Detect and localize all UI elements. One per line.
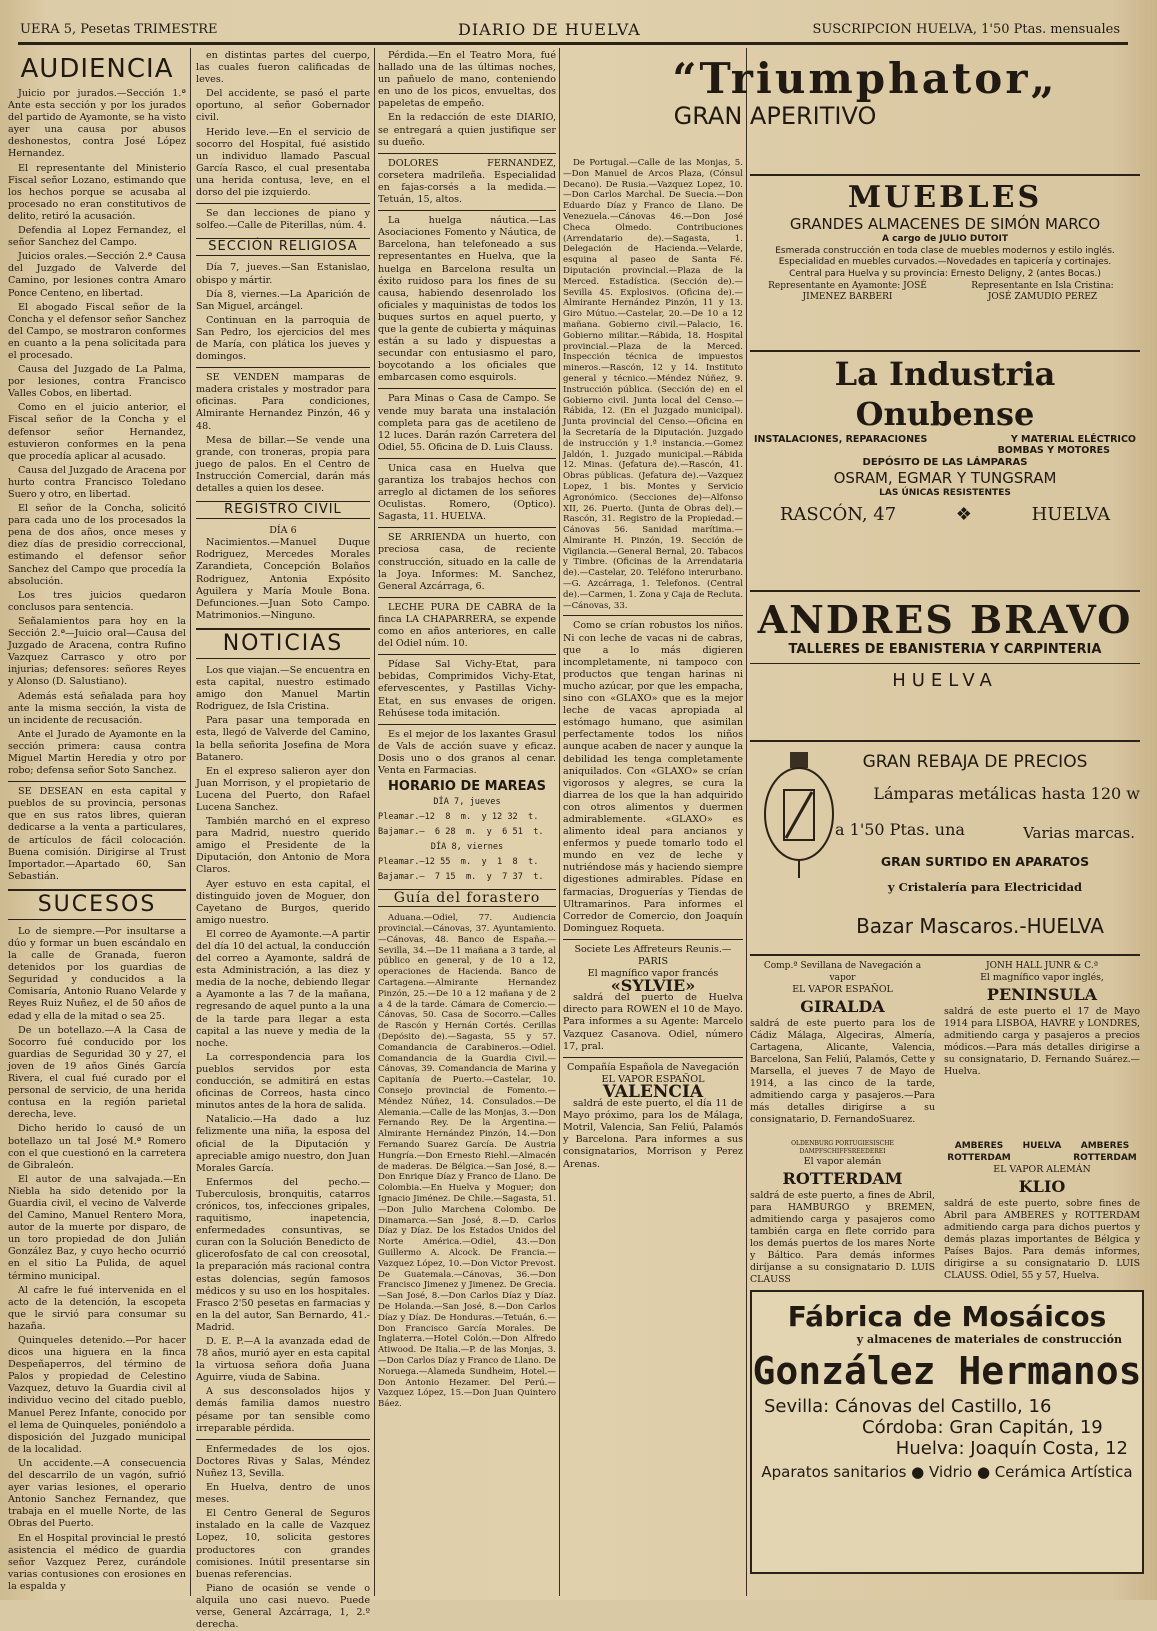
ship-name: KLIO [1018, 1177, 1066, 1196]
article-paragraph: En el Hospital provincial le prestó asistencia el médico de guardia señor Vazquez Perez, curándole varias contusiones con erosiones en la espalda y [8, 1532, 186, 1592]
route: AMBERES ROTTERDAM [947, 1141, 1011, 1163]
ship-intro: EL VAPOR ESPAÑOL [792, 984, 893, 995]
article-paragraph: Quinqueles detenido.—Por hacer dicos una higuera en la finca Despeñaperros, del término de Palos y propiedad de Celestino Vazquez, detuvo la Guardia civil al individuo vecino del citado pueblo, Manuel Perez Infante, conocido por el lema de Quinqueles, poniéndolo a disposición del Juzgado municipal de la localidad. [8, 1335, 186, 1455]
industria-line: INSTALACIONES, REPARACIONES [754, 434, 928, 445]
divider [563, 939, 743, 940]
article-paragraph: Un accidente.—A consecuencia del descarrilo de un vagón, sufrió ayer varias lesiones, el operario Antonio Sanchez Fernandez, que trabaja en el muelle Norte, de las Obras del Puerto. [8, 1457, 186, 1530]
article-paragraph: El autor de una salvajada.—En Niebla ha sido detenido por la Guardia civil, el vecino de Valverde del Camino, Manuel Rentero Mora, autor de la muerte por disparo, de un toro propiedad de don Julián González Baz, y cuyo hecho ocurrió en el sitio La Pulida, de aquel término municipal. [8, 1173, 186, 1282]
industria-line: LAS ÚNICAS RESISTENTES [879, 488, 1011, 498]
brands-line: Varias marcas. [1023, 824, 1135, 842]
classified-ad: LECHE PURA DE CABRA de la finca LA CHAPARRERA, se expende como en años anteriores, en calle del Odiel núm. 10. [378, 601, 556, 650]
manager: A cargo de JULIO DUTOIT [882, 234, 1008, 244]
classified-ad: SE DESEAN en esta capital y pueblos de su provincia, personas que en sus ratos libres, quieran dedicarse a la venta a particulares, de artículos de fácil colocación. Buena comisión. Dirigirse al Trust Importador.—Apartado 60, San Sebastián. [8, 786, 186, 882]
article-paragraph: Nacimientos.—Manuel Duque Rodriguez, Mercedes Morales Zarandieta, Concepción Bolaños Rodriguez, Antonia Expósito Aguilera y María Moule Bona. Defunciones.—Juan Soto Campo. Matrimonios.—Ninguno. [196, 537, 370, 621]
article-paragraph: El representante del Ministerio Fiscal señor Lozano, estimando que los hechos porque se acusaba al procesado no eran constitutivos de delito, retiró la acusación. [8, 162, 186, 222]
ship-name: GIRALDA [800, 997, 885, 1016]
column-guia [563, 50, 743, 1595]
divider [378, 724, 556, 725]
tide-row: Bajamar.— 6 28 m. y 6 51 t. [378, 827, 544, 838]
section-title-audiencia: AUDIENCIA [20, 54, 174, 84]
article-paragraph: En el expreso salieron ayer don Juan Morrison, y el propietario de Lucena del Puerto, don Rafael Lucena Sanchez. [196, 765, 370, 813]
products-line: Aparatos sanitarios ● Vidrio ● Cerámica Artística [761, 1463, 1133, 1481]
tide-day: DÍA 8, viernes [430, 842, 504, 853]
article-paragraph: Lo de siempre.—Por insultarse a dúo y formar un buen escándalo en la calle de Granada, fueron detenidos por los guardias de Seguridad y conducidos a la Comisaría, Antonio Ruano Velarde y Reyes Ruiz Nuñez, el de 50 años de edad y ella de la mitad o sea 25. [8, 925, 186, 1022]
section-title-guia: Guía del forastero [378, 889, 556, 907]
cristaleria-line: y Cristalería para Electricidad [887, 880, 1083, 894]
article-paragraph: Al cafre le fué intervenida en el acto de la detención, la escopeta que le sirvió para consumar su hazaña. [8, 1284, 186, 1332]
divider [378, 153, 556, 154]
section-title-religiosa: SECCIÓN RELIGIOSA [196, 238, 370, 256]
tide-row: Pleamar.—12 55 m. y 1 8 t. [378, 857, 539, 868]
peninsula-notice [944, 960, 1140, 1080]
section-title-noticias: NOTICIAS [196, 628, 370, 659]
masthead [18, 18, 1128, 45]
tide-row: Pleamar.—12 8 m. y 12 32 t. [378, 812, 539, 823]
mascaros-ad [750, 744, 1140, 956]
klio-notice [944, 1140, 1140, 1284]
triumphator-ad [672, 54, 1140, 130]
divider [378, 210, 556, 211]
article-paragraph: Del accidente, se pasó el parte oportuno, al señor Gobernador civil. [196, 88, 370, 124]
divider [378, 458, 556, 459]
ornament-icon: ❖ [955, 504, 972, 525]
industria-address [750, 504, 1140, 525]
aperitivo-label: GRAN APERITIVO [673, 102, 877, 130]
article-paragraph: Señalamientos para hoy en la Sección 2.ª—Juicio oral—Causa del Juzgado de Aracena, contra Rufino Vazquez Carrasco y otro por injurias; defensores: señores Reyes y Alonso (D. Salustiano). [8, 615, 186, 688]
column-audiencia [8, 50, 186, 1595]
shipping-company: JONH HALL JUNR & C.ª [985, 961, 1098, 971]
fabrica-sub: y almacenes de materiales de construcción [856, 1333, 1122, 1346]
muebles-title: MUEBLES [847, 180, 1043, 215]
masthead-left: UERA 5, Pesetas TRIMESTRE [20, 22, 218, 37]
lamp-brands: OSRAM, EGMAR Y TUNGSRAM [833, 469, 1057, 487]
divider [563, 1057, 743, 1058]
divider [196, 367, 370, 368]
bravo-ad [750, 590, 1140, 742]
representatives [750, 281, 1140, 303]
lamps-line: Lámparas metálicas hasta 120 w [873, 784, 1140, 803]
article-paragraph: Juicio por jurados.—Sección 1.ª Ante esta sección y por los jurados del partido de Ayamonte, se ha visto ayer una causa por abusos deshonestos, contra José López Hernandez. [8, 88, 186, 160]
article-paragraph: Continuan en la parroquia de San Pedro, los ejercicios del mes de María, con plática los jueves y domingos. [196, 314, 370, 363]
section-title-sucesos: SUCESOS [8, 889, 186, 920]
article-paragraph: Como se crían robustos los niños. Ni con leche de vacas ni de cabras, que a lo más digieren incompletamente, ni tampoco con productos que tengan harinas ni mucho azúcar, por que les empacha, sino con «GLAXO» que es la mejor leche de vacas apropiada al estómago humano, que asimilan perfectamente todos los niños aunque acaben de nacer y aunque la debilidad les tenga completamente aniquilados. Con «GLAXO» se crían vigorosos y alegres, se cura la diarrea de los que la han adquirido con otros alimentos y duermen admirablemente. «GLAXO» es alimento ideal para ancianos y enfermos y puede tomarlo todo el mundo en vez de leche y nutriéndose más y haciendo siempre digestiones admirables. Pídase en farmacias, Droguerías y Tiendas de Ultramarinos. Para informes el Corredor de Comercio, don Joaquín Dominguez Roqueta. [563, 620, 743, 934]
muebles-ad [750, 174, 1140, 303]
ship-notice: saldrá de este puerto el 17 de Mayo 1914 para LISBOA, HAVRE y LONDRES, admitiendo carga y pasajeros a precios módicos.—Para más detalles dirigirse a su consignatario, D. Fernando Suárez.—Huelva. [944, 1006, 1140, 1077]
article-paragraph: El señor de la Concha, solicitó para cada uno de los procesados la pena de dos años, once meses y diez días de presidio correccional, estimando el defensor señor Sanchez del Campo que procedía la absolución. [8, 503, 186, 587]
article-paragraph: Defendia al Lopez Fernandez, el señor Sanchez del Campo. [8, 225, 186, 249]
directory-text: De Portugal.—Calle de las Monjas, 5.—Don Manuel de Arcos Plaza, (Cónsul Decano). De Rusia.—Vazquez Lopez, 10.—Don Carlos Marchal. De Suecia.—Don Eduardo Díaz y Franco de Llano. De Venezuela.—Cánovas 46.—Don José Checa Olmedo. Contribuciones (Arrendatario de).—Sagasta, 1. Delegación de Hacienda.—Velarde, esquina al paseo de Santa Fé. Diputación provincial.—Plaza de la Merced. Estadística. (Sección de).—Sevilla 45. Explosivos. (Oficina de).—Almirante Hernández Pinzón, 11 y 13. Giro Mútuo.—Castelar, 20.—De 10 a 12 mañana. Gobierno civil.—Palacio, 16. Gobierno militar.—Rábida, 18. Hospital provincial.—Plaza de la Merced. Inspección técnica de impuestos mineros.—Rascón, 12 y 14. Instituto general y técnico.—Méndez Núñez, 9. Instrucción pública. (Sección de) en el Gobierno civil. Junta local del Censo.—Rábida, 12. (En el Juzgado municipal). Junta provincial del Censo.—Oficina en la Secretaría de la Diputación. Juzgado de instrucción y 1.ª instancia.—Gomez Jaldón, 1. Juzgado municipal.—Rábida 12. Minas. (Jefatura de).—Rascón, 41. Obras públicas. (Jefatura de).—Vazquez Lopez, 1 bis. Montes y Servicio Agronómico. (Secciones de)—Alfonso XII, 26. Puerto. (Junta de Obras del).—Rascón, 31. Registro de la Propiedad.—Cánovas 56. Sanidad marítima.—Almirante H. Pinzón, 19. Sección de Vigilancia.—General Bernal, 20. Tabacos y Timbre. (Oficinas de la Arrendataria de).—Castelar, 20. Teléfono interurbano.—G. Azcárraga, 1. Telefonos. (Central de).—Carmen, 1. Zona y Caja de Recluta.—Cánovas, 33. [563, 158, 743, 611]
classified-ad: Unica casa en Huelva que garantiza los trabajos hechos con arreglo al dictamen de los señores Oculistas. Romero, (Optico). Sagasta, 11. HUELVA. [378, 462, 556, 523]
column-divider [559, 48, 560, 1596]
ship-notice: saldrá de este puerto para los de Cádiz Málaga, Algeciras, Almería, Cartagena, Alicante, Valencia, Barcelona, San Feliú, Palamós, Cette y Marsella, el jueves 7 de Mayo de 1914, a las cinco de la tarde, admitiendo carga y pasajeros.—Para más detalles dirigirse a su consignatario, D. FernandoSuarez. [750, 1018, 935, 1125]
street-address: RASCÓN, 47 [779, 504, 897, 525]
registry-date: DÍA 6 [269, 525, 297, 537]
classified-ad: Se dan lecciones de piano y solfeo.—Calle de Piterillas, núm. 4. [196, 208, 370, 232]
industria-line: BOMBAS Y MOTORES [997, 445, 1110, 456]
tide-row: Bajamar.— 7 15 m. y 7 37 t. [378, 872, 544, 883]
bazar-name: Bazar Mascaros.-HUELVA [856, 914, 1104, 938]
article-paragraph: D. E. P.—A la avanzada edad de 78 años, murió ayer en esta capital la virtuosa señora doña Juana Aguirre, viuda de Sabina. [196, 1336, 370, 1384]
classified-ad: Piano de ocasión se vende o alquila uno casi nuevo. Puede verse, General Azcárraga, 1, 2.º derecha. [196, 1582, 370, 1631]
store-name: GRANDES ALMACENES DE SIMÓN MARCO [789, 215, 1101, 233]
article-paragraph: Juicios orales.—Sección 2.ª Causa del Juzgado de Valverde del Camino, por lesiones contra Amaro Ponce Centeno, en libertad. [8, 251, 186, 299]
article-paragraph: Día 7, jueves.—San Estanislao, obispo y mártir. [196, 262, 370, 286]
directory-text: Aduana.—Odiel, 77. Audiencia provincial.—Cánovas, 37. Ayuntamiento.—Cánovas, 48. Banco de España.—Sevilla, 34.—De 11 mañana a 3 tarde, al público en general, y de 10 a 12, operaciones de Hacienda. Banco de Cartagena.—Almirante Hernandez Pinzón, 25.—De 10 a 12 mañana y de 2 a 4 de la tarde. Cámara de Comercio.—Cánovas, 50. Casa de Socorro.—Calles de Rascón y Hernán Cortés. Cerillas (Depósito de).—Sagasta, 55 y 57. Comandancia de Carabineros.—Odiel. Comandancia de la Guardia Civil.—Cánovas, 39. Comandancia de Marina y Capitanía de Puerto.—Castelar, 10. Consejo provincial de Fomento.—Méndez Núñez, 14. Consulados.—De Alemania.—Calle de las Monjas, 3.—Don Fernando Rey. De la Argentina.—Almirante Hernández Pinzón, 14.—Don Fernando Suarez García. De Austria Hungría.—Don Ernesto Riehl.—Almacén de maderas. De Bélgica.—San José, 8.—Don Enrique Díaz y Franco de Llano. De Colombia.—En Huelva y Moguer; don Ignacio Jiménez. De Chile.—Sagasta, 51.—Don Julio Marchena Colombo. De Dinamarca.—San José, 8.—D. Carlos Díaz y Díaz. De los Estados Unidos del Norte América.—Odiel, 43.—Don Guillermo A. Alcock. De Francia.—Vazquez López, 10.—Don Victor Prevost. De Guatemala.—Cánovas, 36.—Don Francisco Jimenez y Jimenez. De Grecia.—San José, 8.—Don Carlos Díaz y Díaz. De Holanda.—San José, 8.—Don Carlos Díaz y Díaz. De Honduras.—Tetuán, 6.—Don Francisco García Morales. De Inglaterra.—Hotel Colón.—Don Alfredo Atiwood. De Italia.—P. de las Monjas, 3.—Don Carlos Díaz y Franco de Llano. De Noruega.—Alameda Sundheim, Hotel.—Don Antonio Hezamer. Del Perú.—Vazquez López, 15.—Don Juan Quintero Báez. [378, 913, 556, 1410]
divider [378, 527, 556, 528]
article-paragraph: Día 8, viernes.—La Aparición de San Miguel, arcángel. [196, 288, 370, 312]
bravo-city: HUELVA [892, 670, 998, 691]
rotterdam-notice [750, 1140, 935, 1288]
rebaja-title: GRAN REBAJA DE PRECIOS [862, 752, 1088, 772]
shipping-company: Compañía Española de Navegación [566, 1061, 739, 1073]
column-divider [374, 48, 375, 1596]
article-paragraph: A sus desconsolados hijos y demás familia damos nuestro pésame por tan sensible como irreparable pérdida. [196, 1386, 370, 1434]
subscription-price: SUSCRIPCION HUELVA, 1'50 Ptas. mensuales [812, 22, 1120, 37]
tide-day: DÍA 7, jueves [433, 797, 501, 808]
divider [8, 781, 186, 782]
article-paragraph: Ayer estuvo en esta capital, el distinguido joven de Moguer, don Cayetano de Burgos, querido amigo nuestro. [196, 878, 370, 926]
article-paragraph: El correo de Ayamonte.—A partir del día 10 del actual, la conducción del correo a Ayamonte, saldrá de esta Administración, a las diez y media de la noche, debiendo llegar a Ayamonte a las 7 de la mañana, regresando de aquel punto a la una de la tarde para llegar a esta capital a las nueve y media de la noche. [196, 928, 370, 1049]
ship-intro: El magnífico vapor francés [587, 968, 719, 980]
ship-intro: EL VAPOR ALEMÁN [993, 1164, 1091, 1175]
ship-intro: El vapor alemán [803, 1156, 882, 1167]
surtido-line: GRAN SURTIDO EN APARATOS [880, 854, 1090, 869]
industria-ad [750, 350, 1140, 525]
newspaper-name: DIARIO DE HUELVA [458, 20, 641, 39]
article-paragraph: Además está señalada para hoy ante la misma sección, la vista de un incidente de recusación. [8, 690, 186, 726]
column-noticias [196, 50, 370, 1631]
ship-name: ROTTERDAM [782, 1169, 903, 1188]
article-paragraph: Enfermos del pecho.—Tuberculosis, bronquitis, catarros crónicos, tos, infecciones gripales, raquitismo, inapetencia, enfermedades consuntivas, se curan con la Solución Benedicto de glicerofosfato de cal con creosotal, la preparación más racional contra estas dolencias, según famosos médicos y su uso en los hospitales. Frasco 2'50 pesetas en farmacias y en la del autor, San Bernardo, 41.-Madrid. [196, 1176, 370, 1333]
ship-name: VALENCIA [602, 1081, 704, 1102]
industria-line: Y MATERIAL ELÉCTRICO [1010, 434, 1136, 445]
column-anuncios [378, 50, 556, 1595]
ship-notice: saldrá del puerto de Huelva directo para ROWEN el 10 de Mayo. Para informes a su Agente: Marcelo Vazquez Casanova. Odiel, número 17, pral. [563, 992, 743, 1052]
muebles-central: Central para Huelva y su provincia: Ernesto Deligny, 2 (antes Bocas.) [789, 269, 1101, 279]
ship-name: «SYLVIE» [610, 976, 696, 996]
article-paragraph: También marchó en el expreso para Madrid, nuestro querido amigo el Presidente de la Diputación, don Antonio de Mora Claros. [196, 816, 370, 876]
gonzalez-hermanos-ad [750, 1290, 1144, 1574]
address-sevilla: Sevilla: Cánovas del Castillo, 16 [764, 1396, 1052, 1417]
article-paragraph: Los tres juicios quedaron conclusos para sentencia. [8, 589, 186, 613]
price-line: a 1'50 Ptas. una [835, 820, 965, 839]
article-paragraph: El abogado Fiscal señor de la Concha y el defensor señor Sanchez del Campo, se mostraron conformes en cuanto a la pena solicitada para el procesado. [8, 301, 186, 361]
shipping-company: Societe Les Affreteurs Reunis.—PARIS [574, 943, 732, 967]
divider [378, 597, 556, 598]
ship-notice: saldrá de este puerto, el día 11 de Mayo próximo, para los de Málaga, Motril, Valencia, San Feliú, Palamós y Barcelona. Para informes a sus consignatarios, Morrison y Perez Arenas. [563, 1098, 743, 1170]
classified-ad: En Huelva, dentro de unos meses. [196, 1482, 370, 1506]
classified-ad: Mesa de billar.—Se vende una grande, con troneras, propia para juego de palos. En el Centro de Instrucción Comercial, darán más detalles a quien los desee. [196, 434, 370, 494]
article-paragraph: Causa del Juzgado de Aracena por hurto contra Francisco Toledano Suero y otro, en libertad. [8, 464, 186, 500]
city: HUELVA [1031, 504, 1111, 525]
ship-notice: saldrá de este puerto, a fines de Abril, para HAMBURGO y BREMEN, admitiendo carga y pasajeros como también carga en flete corrido para los demás puertos de los mares Norte y Báltico. Para demás informes diríjanse a su consignatario D. LUIS CLAUSS [750, 1190, 935, 1285]
article-paragraph: En la redacción de este DIARIO, se entregará a quien justifique ser su dueño. [378, 112, 556, 148]
brand-triumphator: “Triumphator„ [672, 54, 1058, 103]
bravo-sub: TALLERES DE EBANISTERIA Y CARPINTERIA [750, 642, 1140, 664]
industria-title: La Industria Onubense [834, 355, 1056, 433]
divider [196, 1439, 370, 1440]
article-paragraph: Ante el Jurado de Ayamonte en la sección primera: causa contra Miguel Martin Heredia y otro por robo; defensa señor Soto Sanchez. [8, 728, 186, 777]
classified-ad: SE ARRIENDA un huerto, con preciosa casa, de reciente construcción, situado en la calle de la Joya. Informes: M. Sanchez, General Azcárraga, 6. [378, 532, 556, 592]
classified-ad: Enfermedades de los ojos. Doctores Rivas y Salas, Méndez Nuñez 13, Sevilla. [196, 1443, 370, 1479]
article-paragraph: La huelga náutica.—Las Asociaciones Fomento y Náutica, de Barcelona, han telefoneado a sus representantes en Huelva, que la huelga en Barcelona resulta un éxito ruidoso para los fines de su causa, habiendo desenrolado los oficiales y maquinistas de todos los buques surtos en aquel puerto, y que la gente de cubierta y máquinas están a su lado y dispuestas a secundar con entusiasmo el paro, boycotando a los oficiales que embarcasen como esquirols. [378, 215, 556, 384]
industria-row [750, 434, 1140, 445]
address-cordoba: Córdoba: Gran Capitán, 19 [862, 1417, 1103, 1438]
industria-line: DEPÓSITO DE LAS LÁMPARAS [862, 457, 1028, 468]
article-paragraph: Causa del Juzgado de La Palma, por lesiones, contra Francisco Valles Cobos, en libertad. [8, 364, 186, 400]
article-paragraph: Dicho herido lo causó de un botellazo un tal José M.ª Romero con el que cuestionó en la carretera de Gibraleón. [8, 1123, 186, 1171]
article-paragraph: Herido leve.—En el servicio de socorro del Hospital, fué asistido un individuo llamado Pascual García Rasco, el cual presentaba una herida contusa, leve, en el dorso del pie izquierdo. [196, 126, 370, 199]
giralda-notice [750, 960, 935, 1128]
ship-notice: saldrá de este puerto, sobre fines de Abril para AMBERES y ROTTERDAM admitiendo carga para dichos puertos y demás plazas importantes de Bélgica y Países Bajos. Para demás informes, dirigirse a su consignatario D. LUIS CLAUSS. Odiel, 55 y 57, Huelva. [944, 1198, 1140, 1281]
ship-intro: El magnífico vapor inglés, [980, 972, 1104, 983]
article-paragraph: De un botellazo.—A la Casa de Socorro fué conducido por los guardias de Seguridad 30 y 27, el joven de 19 años Ginés García Rivera, el cual fué curado por el personal de servicio, de una herida contusa en la región parietal derecha, leve. [8, 1024, 186, 1121]
divider [196, 203, 370, 204]
divider [563, 615, 743, 616]
muebles-desc: Esmerada construcción en toda clase de muebles modernos y estilo inglés. Especialidad en muebles curvados.—Novedades en tapicería y cortinajes. [775, 246, 1115, 267]
classified-ad: Pídase Sal Vichy-Etat, para bebidas, Comprimidos Vichy-Etat, efervescentes, y Pastillas Vichy-Etat, en sus envases de origen. Rehúsese toda imitación. [378, 659, 556, 719]
article-paragraph: La correspondencia para los pueblos servidos por esta conducción, se admitirá en estas oficinas de Correos, hasta cinco minutos antes de la hora de salida. [196, 1051, 370, 1112]
article-paragraph: Natalicio.—Ha dado a luz felizmente una niña, la esposa del oficial de la Diputación y apreciable amigo nuestro, don Juan Morales García. [196, 1114, 370, 1174]
classified-ad: DOLORES FERNANDEZ, corsetera madrileña. Especialidad en fajas-corsés a la medida.—Tetuán, 15, altos. [378, 157, 556, 206]
ship-name: PENINSULA [986, 985, 1098, 1004]
article-paragraph: Los que viajan.—Se encuentra en esta capital, nuestro estimado amigo don Manuel Martin Rodriguez, de Isla Cristina. [196, 664, 370, 713]
divider [378, 388, 556, 389]
column-divider [190, 48, 191, 1596]
route: HUELVA [1022, 1141, 1062, 1151]
classified-ad: Para Minas o Casa de Campo. Se vende muy barata una instalación completa para gas de acetileno de 12 luces. Darán razón Carretera del Odiel, 55. Oficina de D. Luis Clauss. [378, 393, 556, 453]
bravo-title: ANDRES BRAVO [757, 597, 1133, 642]
address-huelva: Huelva: Joaquín Costa, 12 [895, 1438, 1128, 1459]
shipping-company: OLDENBURG PORTUGIESISCHE DAMPFSCHIFFSREEDEREI [791, 1140, 894, 1155]
column-divider [746, 48, 747, 1596]
article-paragraph: en distintas partes del cuerpo, las cuales fueron calificadas de leves. [196, 50, 370, 86]
shipping-company: Comp.ª Sevillana de Navegación a vapor [763, 961, 922, 983]
classified-ad: SE VENDEN mamparas de madera cristales y mostrador para oficinas. Para condiciones, Almirante Hernandez Pinzón, 46 y 48. [196, 372, 370, 432]
ads-region [672, 50, 1142, 1595]
fabrica-title: Fábrica de Mosáicos [787, 1300, 1107, 1333]
rep-ayamonte: Representante en Ayamonte: JOSÉ JIMENEZ BARBERI [768, 281, 927, 302]
section-title-registro: REGISTRO CIVIL [196, 501, 370, 519]
rep-isla-cristina: Representante en Isla Cristina: JOSÉ ZAMUDIO PEREZ [971, 281, 1114, 302]
classified-ad: El Centro General de Seguros instalado en la calle de Vazquez Lopez, 10, solicita gestores productores con grandes comisiones. Inútil presentarse sin buenas referencias. [196, 1508, 370, 1580]
divider [378, 654, 556, 655]
classified-ad: Es el mejor de los laxantes Grasul de Vals de acción suave y eficaz. Dosis uno o dos granos al cenar. Venta en Farmacias. [378, 728, 556, 776]
section-title-mareas: HORARIO DE MAREAS [388, 779, 546, 795]
ship-intro: EL VAPOR ESPAÑOL [601, 1073, 705, 1085]
gonzalez-title: González Hermanos [752, 1349, 1142, 1393]
article-paragraph: Como en el juicio anterior, el Fiscal señor de la Concha y el defensor señor Hernandez, estuvieron conformes en la pena que procedía aplicar al acusado. [8, 402, 186, 462]
article-paragraph: Para pasar una temporada en esta, llegó de Valverde del Camino, la bella señorita Josefina de Mora Batanero. [196, 715, 370, 763]
klio-routes [944, 1140, 1140, 1164]
article-paragraph: Pérdida.—En el Teatro Mora, fué hallado una de las últimas noches, un pañuelo de mano, conteniendo en uno de los picos, envueltas, dos papeletas de empeño. [378, 50, 556, 110]
route: AMBERES ROTTERDAM [1073, 1141, 1137, 1163]
